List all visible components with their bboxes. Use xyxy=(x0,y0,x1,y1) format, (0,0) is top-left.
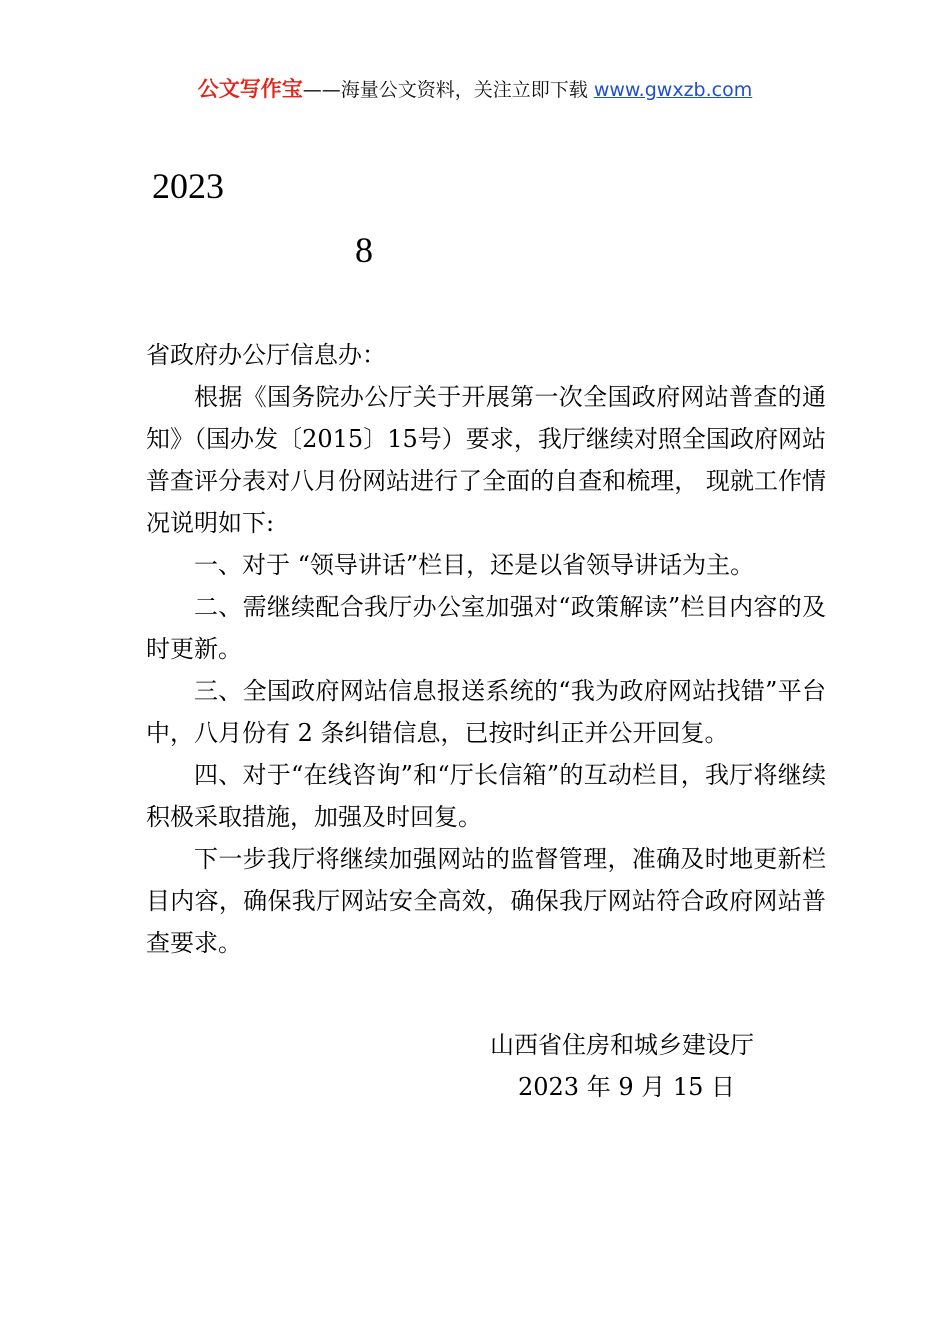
header-tagline: ——海量公文资料，关注立即下载 xyxy=(302,79,594,101)
title-year: 2023 xyxy=(152,166,224,206)
paragraph-item-3: 三、全国政府网站信息报送系统的“我为政府网站找错”平台中，八月份有 2 条纠错信息，已按时纠正并公开回复。 xyxy=(146,677,826,747)
brand-name: 公文写作宝 xyxy=(197,77,303,101)
paragraph-item-4: 四、对于“在线咨询”和“厅长信箱”的互动栏目，我厅将继续积极采取措施，加强及时回复。 xyxy=(146,761,826,831)
paragraph-item-2: 二、需继续配合我厅办公室加强对“政策解读”栏目内容的及时更新。 xyxy=(146,593,826,663)
salutation: 省政府办公厅信息办： xyxy=(146,341,386,369)
letter-body xyxy=(146,334,826,964)
paragraph-next-steps: 下一步我厅将继续加强网站的监督管理，准确及时地更新栏目内容，确保我厅网站安全高效，确保我厅网站符合政府网站普查要求。 xyxy=(146,845,826,957)
paragraph-intro: 根据《国务院办公厅关于开展第一次全国政府网站普查的通知》（国办发〔2015〕15号）要求，我厅继续对照全国政府网站普查评分表对八月份网站进行了全面的自查和梳理， 现就工作情况说明如下: xyxy=(146,383,826,537)
website-link[interactable]: www.gwxzb.com xyxy=(593,79,753,101)
title-month: 8 xyxy=(355,230,373,270)
signature-org: 山西省住房和城乡建设厅 xyxy=(490,1031,754,1059)
signature-date: 2023 年 9 月 15 日 xyxy=(518,1073,736,1101)
signature-block xyxy=(490,1024,754,1108)
paragraph-item-1: 一、对于 “领导讲话”栏目，还是以省领导讲话为主。 xyxy=(194,551,755,579)
page-header xyxy=(0,74,950,105)
